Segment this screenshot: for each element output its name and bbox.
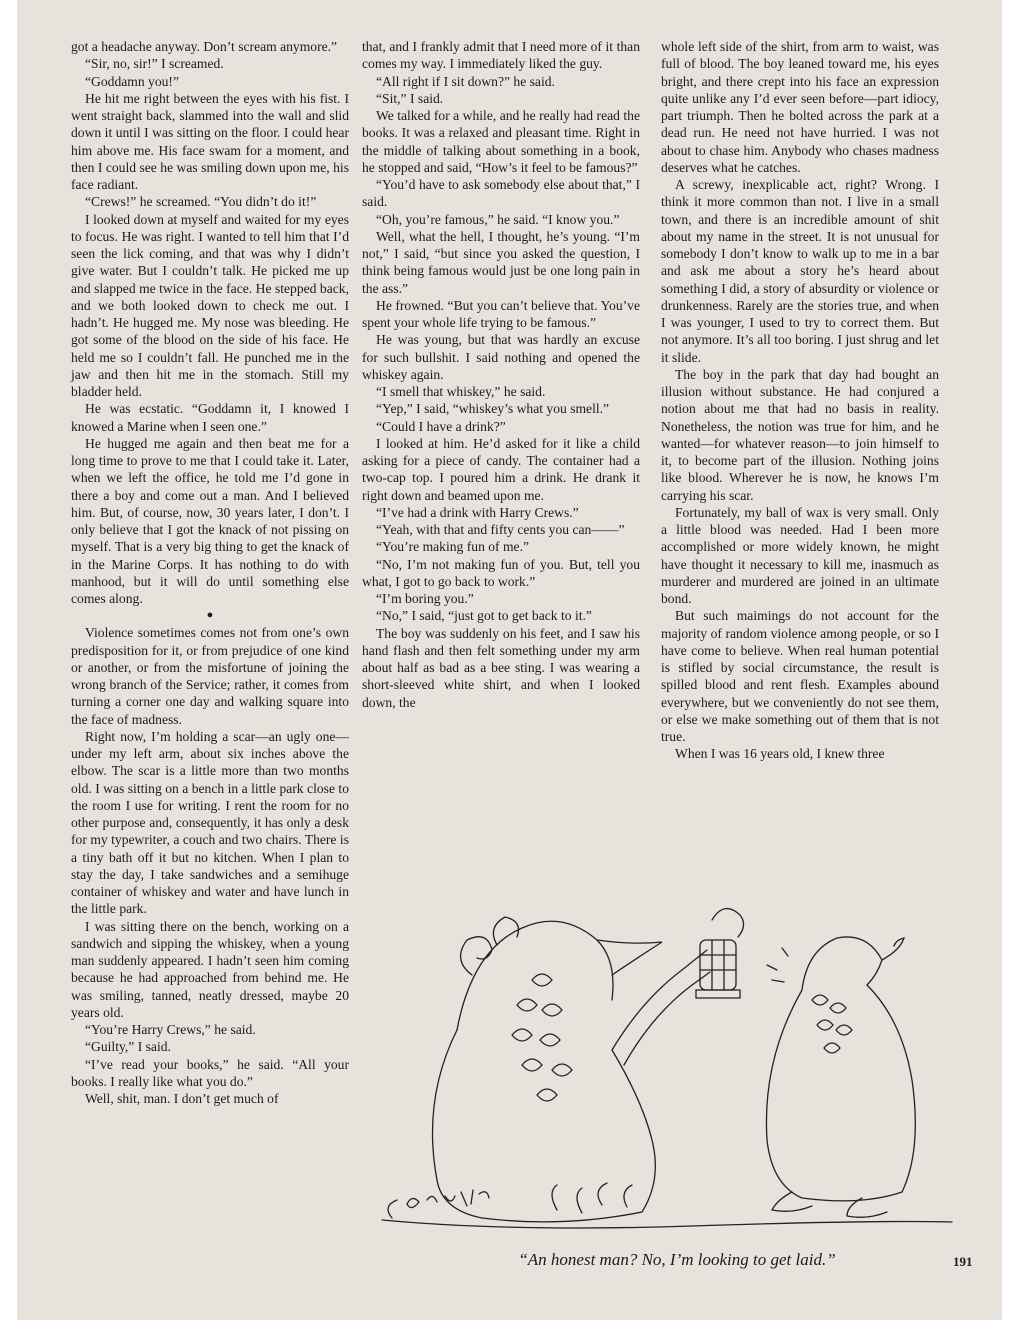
paragraph: got a headache anyway. Don’t scream anymore.” — [71, 39, 338, 54]
ground-line — [382, 1220, 952, 1228]
paragraph: “Oh, you’re famous,” he said. “I know you.” — [376, 211, 620, 227]
paragraph: He hit me right between the eyes with his fist. I went straight back, slammed into the wall and slid down it until I was sitting on the floor. I could hear him above me. His face swam for a moment, and then I could see he was smiling down upon me, his face radiant. — [71, 90, 349, 192]
paragraph: When I was 16 years old, I knew three — [675, 746, 885, 762]
paragraph: “You’re Harry Crews,” he said. — [85, 1022, 256, 1037]
paragraph: “You’d have to ask somebody else about that,” I said. — [362, 177, 640, 210]
magazine-page — [17, 0, 1002, 1320]
paragraph: that, and I frankly admit that I need more of it than comes my way. I immediately liked the guy. — [362, 39, 640, 72]
paragraph: Right now, I’m holding a scar—an ugly one—under my left arm, about six inches above the elbow. The scar is a little more than two months old. I was sitting on a bench in a little park close to the room I use for writing. I rent the room for no other purpose and, consequently, it has only a desk for my typewriter, a couch and two chairs. There is a tiny bath off it but no kitchen. When I plan to stay the day, I take sandwiches and a semihuge container of whiskey and water and have lunch in the little park. — [71, 728, 349, 917]
section-break-dot: ● — [206, 609, 214, 622]
paragraph: He hugged me again and then beat me for a long time to prove to me that I could take it. Later, when we left the office, he told me I’d gone in there a boy and come out a man. And I believed him. But, of course, now, 30 years later, I don’t. I only believe that I got the knack of not pissing on myself. That is a very big thing to get the knack of in the Marine Corps. It has nothing to do with manhood, but it will do until something else comes along. — [71, 435, 349, 606]
paragraph: We talked for a while, and he really had read the books. It was a relaxed and pleasant time. Right in the middle of talking about something in a book, he stopped and said, “How’s it feel to be famous?” — [362, 108, 640, 175]
paragraph: “No, I’m not making fun of you. But, tell you what, I got to go back to work.” — [362, 556, 640, 589]
paragraph: The boy in the park that day had bought an illusion without substance. He had conjured a notion about me that had no basis in reality. Nonetheless, the notion was true for him, and he wanted—for whatever reason—to join himself to it, to become part of the illusion. Nothing joins like blood. Wherever he is now, he knows I’m carrying his scar. — [661, 366, 939, 503]
paragraph: “Goddamn you!” — [85, 73, 179, 89]
paragraph: “Guilty,” I said. — [85, 1039, 171, 1055]
left-figure-robe — [433, 1030, 656, 1222]
page-number: 191 — [953, 1254, 973, 1269]
paragraph: “Sit,” I said. — [376, 90, 444, 106]
paragraph: “I’m boring you.” — [376, 591, 474, 606]
paragraph: He was ecstatic. “Goddamn it, I knowed I knowed a Marine when I seen one.” — [71, 401, 349, 434]
paragraph: He was young, but that was hardly an excuse for such bullshit. I said nothing and opened the whiskey again. — [362, 332, 640, 382]
paragraph: “I’ve had a drink with Harry Crews.” — [376, 504, 579, 520]
paragraph: whole left side of the shirt, from arm to waist, was full of blood. The boy leaned toward me, his eyes bright, and there crept into his face an expression quite unlike any I’d ever seen before—part idiocy, part triumph. Then he bolted across the park at a dead run. He need not have hurried. I was not about to chase him. Anybody who chases madness deserves what he catches. — [661, 39, 939, 175]
paragraph: “Sir, no, sir!” I screamed. — [85, 56, 224, 72]
left-figure-hood — [457, 921, 613, 1030]
right-figure-head — [802, 937, 882, 990]
paragraph: Violence sometimes comes not from one’s own predisposition for it, or from prejudice of one kind or another, or from the misfortune of joining the wrong branch of the Service; rather, it comes from turning a corner one day and walking square into the face of madness. — [71, 625, 349, 727]
paragraph: I was sitting there on the bench, working on a sandwich and sipping the whiskey, when a young man suddenly appeared. I hadn’t seen him coming because he had approached from behind me. He was smiling, tanned, neatly dressed, maybe 20 years old. — [71, 918, 349, 1020]
paragraph: I looked down at myself and waited for my eyes to focus. He was right. I wanted to tell him that I’d seen the lick coming, and that was why I didn’t give water. But I couldn’t talk. He picked me up and slapped me twice in the face. He stepped back, and we both looked down to check me out. I hadn’t. He hugged me. My nose was bleeding. He got some of the blood on the side of his face. He held me so I couldn’t fall. He punched me in the jaw and then hit me in the stomach. Still my bladder held. — [71, 211, 349, 399]
paragraph: “Yeah, with that and fifty cents you can——” — [376, 522, 625, 537]
text-column-1 — [71, 38, 349, 1107]
signature-strokes — [388, 1190, 489, 1218]
text-column-3 — [661, 38, 939, 763]
paragraph: But such maimings do not account for the majority of random violence among people, or so I have come to believe. When real human potential is stifled by social circumstance, the result is spilled blood and rent flesh. Examples abound everywhere, but we conveniently do not see them, or else we make something out of them that is not true. — [661, 608, 939, 744]
paragraph: “I’ve read your books,” he said. “All your books. I really like what you do.” — [71, 1056, 349, 1089]
right-figure-beard — [812, 995, 852, 1053]
paragraph: “Crews!” he screamed. “You didn’t do it!” — [85, 194, 317, 210]
paragraph: A screwy, inexplicable act, right? Wrong. I think it more common than not. I live in a small town, and there is an incredible amount of shit about my name in the street. It is not unusual for somebody I don’t know to walk up to me in a bar and ask me about a story he’s heard about something I did, a story of absurdity or violence or drunkenness. Rarely are the stories true, and when I was younger, I used to try to correct them. But not anymore. It’s all too boring. I just shrug and let it slide. — [661, 177, 939, 365]
right-figure-robe — [766, 985, 915, 1201]
paragraph: Well, shit, man. I don’t get much of — [85, 1091, 279, 1106]
paragraph: “You’re making fun of me.” — [376, 539, 530, 555]
paragraph: “All right if I sit down?” he said. — [376, 73, 555, 89]
paragraph: “No,” I said, “just got to get back to it.” — [376, 608, 592, 624]
text-column-2 — [362, 38, 640, 711]
paragraph: Well, what the hell, I thought, he’s young. “I’m not,” I said, “but since you asked the question, I think being famous would just be one long pain in the ass.” — [362, 228, 640, 296]
cartoon-caption: “An honest man? No, I’m looking to get laid.” — [518, 1250, 836, 1269]
paragraph: The boy was suddenly on his feet, and I saw his hand flash and then felt something under my arm about half as bad as a bee sting. I was wearing a short-sleeved white shirt, and when I looked down, the — [362, 625, 640, 710]
paragraph: Fortunately, my ball of wax is very small. Only a little blood was needed. Had I been more accomplished or more widely known, he might have thought it necessary to kill me, inasmuch as murderer and murdered are joined in an ultimate bond. — [661, 504, 939, 606]
paragraph: “I smell that whiskey,” he said. — [376, 384, 546, 399]
paragraph: “Could I have a drink?” — [376, 418, 506, 434]
paragraph: I looked at him. He’d asked for it like a child asking for a piece of candy. The container had a two-cap top. I poured him a drink. He drank it right down and beamed upon me. — [362, 435, 640, 503]
paragraph: “Yep,” I said, “whiskey’s what you smell.” — [376, 401, 610, 417]
paragraph: He frowned. “But you can’t believe that. You’ve spent your whole life trying to be famous.” — [362, 297, 640, 330]
left-figure-beard — [512, 974, 572, 1101]
cartoon-illustration — [362, 880, 962, 1250]
